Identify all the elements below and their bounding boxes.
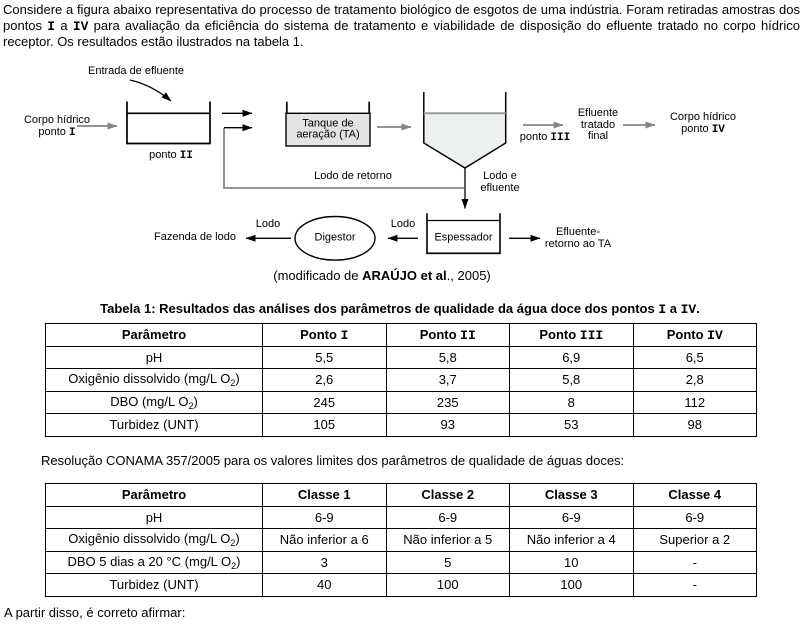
value-cell: 5,8 bbox=[386, 346, 510, 369]
label-ponto-ii: ponto II bbox=[149, 149, 193, 162]
label-fazenda-de-lodo: Fazenda de lodo bbox=[154, 231, 236, 243]
value-cell: 6-9 bbox=[633, 506, 757, 529]
value-cell: 105 bbox=[263, 414, 387, 437]
aeration-tank-walls bbox=[287, 102, 369, 114]
label-corpo-hidrico-ponto-iv: Corpo hídrico ponto IV bbox=[669, 111, 737, 136]
table1-quality-results bbox=[45, 323, 757, 437]
label-espessador: Espessador bbox=[434, 230, 493, 243]
value-cell: 10 bbox=[510, 551, 634, 574]
value-cell: 3 bbox=[263, 551, 387, 574]
value-cell: 100 bbox=[386, 574, 510, 597]
table1-header-ponto-ii: Ponto II bbox=[386, 324, 510, 347]
label-tanque-de-aeracao: Tanque de aeração (TA) bbox=[296, 117, 360, 141]
table1-header-ponto-i: Ponto I bbox=[263, 324, 387, 347]
value-cell: Não inferior a 6 bbox=[263, 529, 387, 552]
param-cell: Turbidez (UNT) bbox=[46, 414, 263, 437]
value-cell: 100 bbox=[510, 574, 634, 597]
value-cell: 2,8 bbox=[633, 369, 757, 392]
value-cell: 5,8 bbox=[510, 369, 634, 392]
param-cell: Oxigênio dissolvido (mg/L $O_2$) bbox=[46, 529, 263, 552]
table1-header-parametro: Parâmetro bbox=[46, 324, 263, 347]
table2-conama-limits bbox=[45, 483, 757, 597]
diagram-credit: (modificado de ARAÚJO et al., 2005) bbox=[273, 268, 491, 283]
value-cell: 6,9 bbox=[510, 346, 634, 369]
table2-header-classe-1: Classe 1 bbox=[263, 484, 387, 507]
value-cell: 6-9 bbox=[510, 506, 634, 529]
label-lodo-digester-to-farm: Lodo bbox=[255, 218, 281, 230]
label-lodo-thickener-to-digester: Lodo bbox=[390, 218, 416, 230]
value-cell: 5,5 bbox=[263, 346, 387, 369]
value-cell: 6,5 bbox=[633, 346, 757, 369]
value-cell: 6-9 bbox=[386, 506, 510, 529]
value-cell: 98 bbox=[633, 414, 757, 437]
value-cell: 235 bbox=[386, 391, 510, 414]
label-lodo-e-efluente: Lodo e efluente bbox=[480, 170, 520, 194]
table2-header-parametro: Parâmetro bbox=[46, 484, 263, 507]
table-row bbox=[46, 414, 757, 437]
table2-header-classe-3: Classe 3 bbox=[510, 484, 634, 507]
clarifier-fill bbox=[424, 114, 505, 167]
table-row bbox=[46, 551, 757, 574]
value-cell: Não inferior a 5 bbox=[386, 529, 510, 552]
label-digestor: Digestor bbox=[314, 231, 356, 244]
table2-header-classe-2: Classe 2 bbox=[386, 484, 510, 507]
tank-ponto-ii-shape bbox=[127, 102, 210, 144]
label-corpo-hidrico-ponto-i: Corpo hídrico ponto I bbox=[23, 114, 91, 139]
conama-resolution-intro: Resolução CONAMA 357/2005 para os valores limites dos parâmetros de qualidade de águas doces: bbox=[41, 453, 625, 468]
intro-paragraph: Considere a figura abaixo representativa do processo de tratamento biológico de esgotos de uma indústria. Foram retiradas amostras dos pontos I a IV para avaliação da eficiência do sistema de tratamento e viabilidade de disposição do efluente tratado no corpo hídrico receptor. Os resultados estão ilustrados na tabela 1. bbox=[3, 2, 800, 49]
influent-curved-arrow bbox=[130, 80, 171, 101]
closing-statement: A partir disso, é correto afirmar: bbox=[4, 605, 186, 620]
value-cell: 40 bbox=[263, 574, 387, 597]
table1-header-ponto-iv: Ponto IV bbox=[633, 324, 757, 347]
table-row bbox=[46, 346, 757, 369]
table-row bbox=[46, 529, 757, 552]
table1-header-ponto-iii: Ponto III bbox=[510, 324, 634, 347]
value-cell: 53 bbox=[510, 414, 634, 437]
value-cell: 2,6 bbox=[263, 369, 387, 392]
value-cell: Não inferior a 4 bbox=[510, 529, 634, 552]
value-cell: 5 bbox=[386, 551, 510, 574]
value-cell: 93 bbox=[386, 414, 510, 437]
value-cell: - bbox=[633, 551, 757, 574]
table-row bbox=[46, 369, 757, 392]
table-row bbox=[46, 506, 757, 529]
value-cell: 245 bbox=[263, 391, 387, 414]
value-cell: 112 bbox=[633, 391, 757, 414]
table2-header-row bbox=[46, 484, 757, 507]
value-cell: 8 bbox=[510, 391, 634, 414]
value-cell: 3,7 bbox=[386, 369, 510, 392]
table2-header-classe-4: Classe 4 bbox=[633, 484, 757, 507]
label-lodo-de-retorno: Lodo de retorno bbox=[314, 170, 392, 182]
table-row bbox=[46, 391, 757, 414]
value-cell: Superior a 2 bbox=[633, 529, 757, 552]
table-row bbox=[46, 574, 757, 597]
label-entrada-de-efluente: Entrada de efluente bbox=[87, 65, 185, 77]
param-cell: pH bbox=[46, 346, 263, 369]
param-cell: DBO (mg/L $O_2$) bbox=[46, 391, 263, 414]
label-efluente-tratado-final: Efluente tratado final bbox=[577, 107, 619, 142]
param-cell: Oxigênio dissolvido (mg/L $O_2$) bbox=[46, 369, 263, 392]
label-efluente-retorno-ao-ta: Efluente- retorno ao TA bbox=[544, 226, 612, 250]
table1-header-row bbox=[46, 324, 757, 347]
param-cell: Turbidez (UNT) bbox=[46, 574, 263, 597]
table1-caption: Tabela 1: Resultados das análises dos parâmetros de qualidade da água doce dos pontos I a IV. bbox=[100, 301, 700, 317]
value-cell: 6-9 bbox=[263, 506, 387, 529]
param-cell: pH bbox=[46, 506, 263, 529]
label-ponto-iii: ponto III bbox=[519, 131, 571, 144]
param-cell: DBO 5 dias a 20 °C (mg/L $O_2$) bbox=[46, 551, 263, 574]
value-cell: - bbox=[633, 574, 757, 597]
